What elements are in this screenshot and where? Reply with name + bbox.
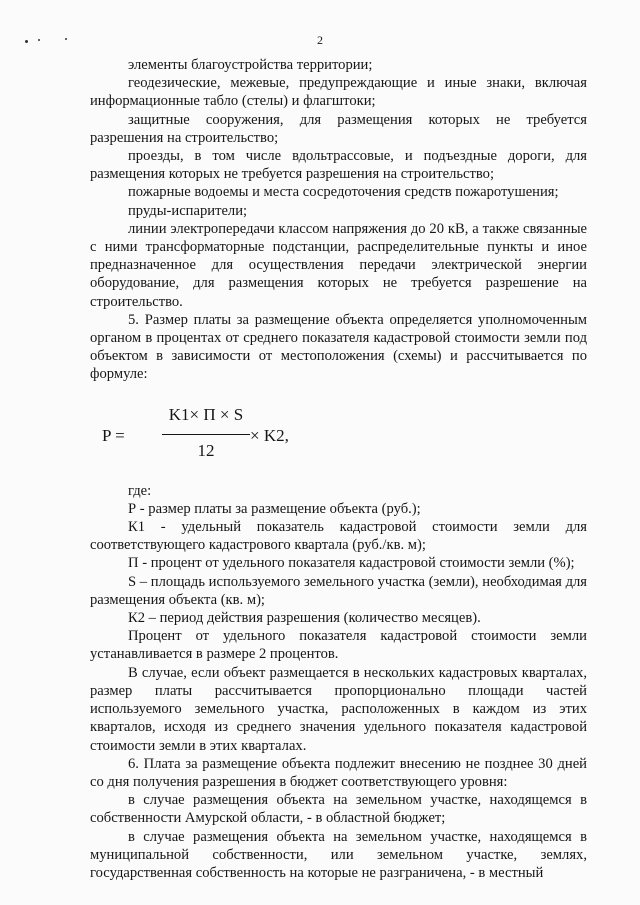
- paragraph: защитные сооружения, для размещения которых не требуется разрешения на строительство;: [90, 111, 587, 146]
- paragraph-group-bottom: [90, 482, 587, 882]
- paragraph: В случае, если объект размещается в нескольких кадастровых кварталах, размер платы рассчитывается пропорционально площади частей используемого земельного участка, расположенных в каждом из этих кварталов, исходя из среднего значения удельного показателя кадастровой стоимости земли в этих кварталах.: [90, 664, 587, 754]
- formula-denominator: 12: [197, 440, 215, 460]
- paragraph: в случае размещения объекта на земельном участке, находящемся в муниципальной собственности, или земельном участке, землях, государственная собственность на которые не разграничена, - в местный: [90, 828, 587, 881]
- paragraph: проезды, в том числе вдольтрассовые, и подъездные дороги, для размещения которых не требуется разрешения на строительство;: [90, 148, 587, 183]
- paragraph: Процент от удельного показателя кадастровой стоимости земли устанавливается в размере 2 процентов.: [90, 628, 587, 663]
- paragraph: К2 – период действия разрешения (количество месяцев).: [128, 610, 481, 627]
- paragraph: пруды-испарители;: [128, 202, 248, 219]
- paragraph: П - процент от удельного показателя кадастровой стоимости земли (%);: [128, 555, 575, 572]
- formula-lhs: P =: [102, 425, 125, 445]
- paragraph: геодезические, межевые, предупреждающие и иные знаки, включая информационные табло (стелы) и флагштоки;: [90, 75, 587, 110]
- paragraph: Р - размер платы за размещение объекта (руб.);: [128, 500, 421, 517]
- paragraph-group-top: [90, 56, 587, 384]
- paragraph: в случае размещения объекта на земельном участке, находящемся в собственности Амурской области, - в областной бюджет;: [90, 792, 587, 827]
- payment-formula: [90, 398, 587, 468]
- paragraph: К1 - удельный показатель кадастровой стоимости земли для соответствующего кадастрового квартала (руб./кв. м);: [90, 519, 587, 554]
- formula-numerator: K1× П × S: [168, 404, 244, 424]
- page-number: 2: [317, 33, 323, 47]
- formula-fraction-bar: [162, 434, 250, 435]
- paragraph: где:: [128, 482, 152, 499]
- paragraph: 6. Плата за размещение объекта подлежит внесению не позднее 30 дней со дня получения разрешения в бюджет соответствующего уровня:: [90, 755, 587, 790]
- paragraph: линии электропередачи классом напряжения до 20 кВ, а также связанные с ними трансформаторные подстанции, распределительные пункты и иное предназначенное для осуществления передачи электрической энергии оборудование, для размещения которых не требуется разрешение на строительство.: [90, 220, 587, 310]
- document-body: [90, 56, 587, 882]
- paragraph: элементы благоустройства территории;: [128, 57, 373, 73]
- paragraph: 5. Размер платы за размещение объекта определяется уполномоченным органом в процентах от среднего показателя кадастровой стоимости земли под объектом в зависимости от местоположения (схемы) и рассчитывается по формуле:: [90, 311, 587, 383]
- formula-rhs: × K2,: [250, 425, 289, 445]
- paragraph: S – площадь используемого земельного участка (земли), необходимая для размещения объекта (кв. м);: [90, 573, 587, 608]
- paragraph: пожарные водоемы и места сосредоточения средств пожаротушения;: [128, 184, 559, 201]
